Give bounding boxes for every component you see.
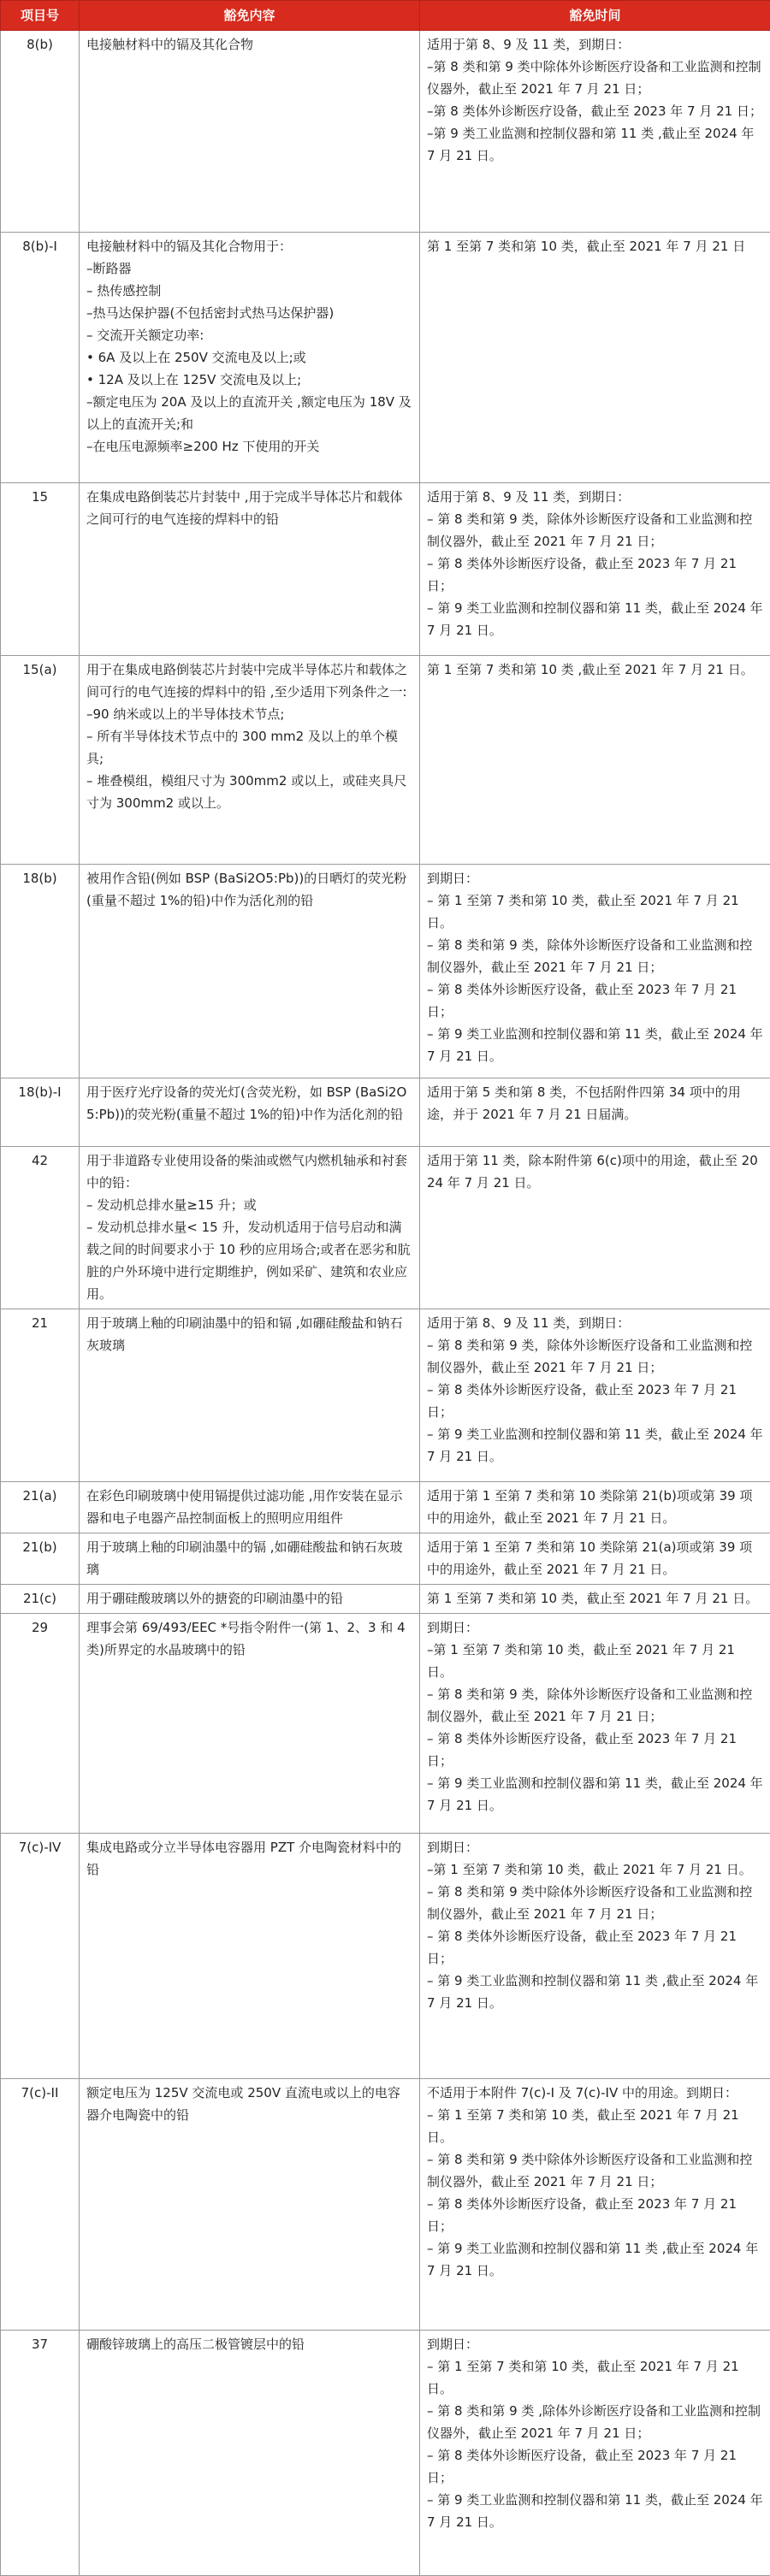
content-line: • 12A 及以上在 125V 交流电及以上; <box>86 369 412 391</box>
deadline-line: – 第 9 类工业监测和控制仪器和第 11 类，截止至 2024 年 7 月 21 日。 <box>427 1772 763 1817</box>
deadline-line: – 第 8 类和第 9 类，除体外诊断医疗设备和工业监测和控制仪器外，截止至 2021 年 7 月 21 日； <box>427 508 763 552</box>
deadline-line: – 第 8 类和第 9 类中除体外诊断医疗设备和工业监测和控制仪器外，截止至 2021 年 7 月 21 日； <box>427 1881 763 1925</box>
deadline-line: 到期日： <box>427 867 763 889</box>
item-number: 15 <box>1 483 80 656</box>
table-row <box>1 1585 770 1614</box>
item-number: 15(a) <box>1 656 80 865</box>
deadline-line: – 第 8 类体外诊断医疗设备，截止至 2023 年 7 月 21 日； <box>427 552 763 597</box>
deadline-line: –第 8 类和第 9 类中除体外诊断医疗设备和工业监测和控制仪器外，截止至 2021 年 7 月 21 日； <box>427 56 763 100</box>
content-line: 在彩色印刷玻璃中使用镉提供过滤功能 ,用作安装在显示器和电子电器产品控制面板上的照明应用组件 <box>86 1485 412 1529</box>
content-line: –90 纳米或以上的半导体技术节点; <box>86 703 412 725</box>
deadline-line: – 第 8 类和第 9 类 ,除体外诊断医疗设备和工业监测和控制仪器外，截止至 2021 年 7 月 21 日； <box>427 2400 763 2444</box>
content-line: 额定电压为 125V 交流电或 250V 直流电或以上的电容器介电陶瓷中的铅 <box>86 2082 412 2126</box>
deadline-line: 不适用于本附件 7(c)-I 及 7(c)-IV 中的用途。到期日： <box>427 2082 763 2104</box>
deadline-line: 第 1 至第 7 类和第 10 类 ,截止至 2021 年 7 月 21 日。 <box>427 659 763 681</box>
content-line: 在集成电路倒装芯片封装中 ,用于完成半导体芯片和载体之间可行的电气连接的焊料中的铅 <box>86 486 412 530</box>
content-line: 用于玻璃上釉的印刷油墨中的铅和镉 ,如硼硅酸盐和钠石灰玻璃 <box>86 1312 412 1356</box>
table-row <box>1 865 770 1078</box>
deadline-line: – 第 8 类和第 9 类，除体外诊断医疗设备和工业监测和控制仪器外，截止至 2021 年 7 月 21 日； <box>427 1683 763 1728</box>
exemption-content <box>80 483 420 656</box>
content-line: – 所有半导体技术节点中的 300 mm2 及以上的单个模具; <box>86 725 412 770</box>
table-row <box>1 483 770 656</box>
deadline-line: 适用于第 5 类和第 8 类，不包括附件四第 34 项中的用途，并于 2021 年 7 月 21 日届满。 <box>427 1081 763 1126</box>
content-line: – 交流开关额定功率: <box>86 324 412 346</box>
deadline-line: –第 9 类工业监测和控制仪器和第 11 类 ,截止至 2024 年 7 月 21 日。 <box>427 122 763 167</box>
deadline-line: 第 1 至第 7 类和第 10 类，截止至 2021 年 7 月 21 日 <box>427 235 763 257</box>
deadline-line: – 第 9 类工业监测和控制仪器和第 11 类，截止至 2024 年 7 月 21 日。 <box>427 2489 763 2533</box>
exemption-deadline <box>420 1614 770 1834</box>
content-line: 用于硼硅酸玻璃以外的搪瓷的印刷油墨中的铅 <box>86 1587 412 1610</box>
content-line: – 热传感控制 <box>86 280 412 302</box>
exemption-content <box>80 656 420 865</box>
exemption-content <box>80 2079 420 2331</box>
content-line: –热马达保护器(不包括密封式热马达保护器) <box>86 302 412 324</box>
item-number: 8(b) <box>1 31 80 233</box>
deadline-line: 适用于第 8、9 及 11 类，到期日： <box>427 486 763 508</box>
deadline-line: – 第 9 类工业监测和控制仪器和第 11 类，截止至 2024 年 7 月 21 日。 <box>427 1423 763 1468</box>
exemption-content <box>80 1482 420 1533</box>
exemption-deadline <box>420 1482 770 1533</box>
deadline-line: – 第 9 类工业监测和控制仪器和第 11 类，截止至 2024 年 7 月 21 日。 <box>427 597 763 641</box>
exemption-content <box>80 233 420 483</box>
item-number: 7(c)-II <box>1 2079 80 2331</box>
deadline-line: – 第 9 类工业监测和控制仪器和第 11 类 ,截止至 2024 年 7 月 21 日。 <box>427 1970 763 2014</box>
content-line: 集成电路或分立半导体电容器用 PZT 介电陶瓷材料中的铅 <box>86 1836 412 1881</box>
deadline-line: – 第 9 类工业监测和控制仪器和第 11 类，截止至 2024 年 7 月 21 日。 <box>427 1023 763 1067</box>
item-number: 37 <box>1 2331 80 2576</box>
deadline-line: – 第 9 类工业监测和控制仪器和第 11 类 ,截止至 2024 年 7 月 21 日。 <box>427 2237 763 2282</box>
item-number: 21(a) <box>1 1482 80 1533</box>
deadline-line: – 第 8 类体外诊断医疗设备，截止至 2023 年 7 月 21 日； <box>427 1728 763 1772</box>
table-row <box>1 656 770 865</box>
exemption-deadline <box>420 1834 770 2079</box>
table-row <box>1 1533 770 1585</box>
content-line: 电接触材料中的镉及其化合物 <box>86 33 412 56</box>
deadline-line: – 第 8 类和第 9 类，除体外诊断医疗设备和工业监测和控制仪器外，截止至 2021 年 7 月 21 日； <box>427 934 763 978</box>
table-row <box>1 1147 770 1309</box>
deadline-line: 适用于第 11 类，除本附件第 6(c)项中的用途，截止至 2024 年 7 月 21 日。 <box>427 1149 763 1194</box>
content-line: 用于玻璃上釉的印刷油墨中的镉 ,如硼硅酸盐和钠石灰玻璃 <box>86 1536 412 1580</box>
content-line: –断路器 <box>86 257 412 280</box>
table-header-row <box>1 1 770 31</box>
item-number: 21(b) <box>1 1533 80 1585</box>
deadline-line: 适用于第 1 至第 7 类和第 10 类除第 21(b)项或第 39 项中的用途外，截止至 2021 年 7 月 21 日。 <box>427 1485 763 1529</box>
exemption-deadline <box>420 2079 770 2331</box>
exemption-content <box>80 865 420 1078</box>
content-line: 用于医疗光疗设备的荧光灯(含荧光粉，如 BSP (BaSi2O5:Pb))的荧光粉(重量不超过 1%的铅)中作为活化剂的铅 <box>86 1081 412 1126</box>
deadline-line: – 第 8 类体外诊断医疗设备，截止至 2023 年 7 月 21 日； <box>427 1379 763 1423</box>
content-line: 用于非道路专业使用设备的柴油或燃气内燃机轴承和衬套中的铅： <box>86 1149 412 1194</box>
exemption-deadline <box>420 31 770 233</box>
deadline-line: – 第 8 类体外诊断医疗设备，截止至 2023 年 7 月 21 日； <box>427 1925 763 1970</box>
exemption-content <box>80 1147 420 1309</box>
header-deadline: 豁免时间 <box>420 1 770 31</box>
table-row <box>1 1078 770 1147</box>
exemption-deadline <box>420 1078 770 1147</box>
deadline-line: 到期日： <box>427 1836 763 1858</box>
exemption-deadline <box>420 483 770 656</box>
deadline-line: – 第 8 类和第 9 类，除体外诊断医疗设备和工业监测和控制仪器外，截止至 2021 年 7 月 21 日； <box>427 1334 763 1379</box>
deadline-line: – 第 8 类体外诊断医疗设备，截止至 2023 年 7 月 21 日； <box>427 978 763 1023</box>
exemption-deadline <box>420 656 770 865</box>
table-row <box>1 1614 770 1834</box>
exemption-content <box>80 2331 420 2576</box>
table-row <box>1 2331 770 2576</box>
deadline-line: –第 8 类体外诊断医疗设备，截止至 2023 年 7 月 21 日； <box>427 100 763 122</box>
content-line: –额定电压为 20A 及以上的直流开关 ,额定电压为 18V 及以上的直流开关;和 <box>86 391 412 435</box>
deadline-line: 到期日： <box>427 1616 763 1639</box>
item-number: 21 <box>1 1309 80 1482</box>
content-line: 用于在集成电路倒装芯片封装中完成半导体芯片和载体之间可行的电气连接的焊料中的铅 ,至少适用下列条件之一: <box>86 659 412 703</box>
exemption-content <box>80 1309 420 1482</box>
deadline-line: – 第 8 类和第 9 类中除体外诊断医疗设备和工业监测和控制仪器外，截止至 2021 年 7 月 21 日； <box>427 2148 763 2193</box>
content-line: 理事会第 69/493/EEC *号指令附件一(第 1、2、3 和 4 类)所界定的水晶玻璃中的铅 <box>86 1616 412 1661</box>
table-row <box>1 31 770 233</box>
exemption-deadline <box>420 865 770 1078</box>
content-line: – 发动机总排水量≥15 升；或 <box>86 1194 412 1216</box>
item-number: 42 <box>1 1147 80 1309</box>
content-line: 电接触材料中的镉及其化合物用于： <box>86 235 412 257</box>
header-item-no: 项目号 <box>1 1 80 31</box>
deadline-line: – 第 8 类体外诊断医疗设备，截止至 2023 年 7 月 21 日； <box>427 2193 763 2237</box>
exemption-deadline <box>420 1147 770 1309</box>
content-line: • 6A 及以上在 250V 交流电及以上;或 <box>86 346 412 369</box>
deadline-line: – 第 8 类体外诊断医疗设备，截止至 2023 年 7 月 21 日； <box>427 2444 763 2489</box>
item-number: 18(b) <box>1 865 80 1078</box>
table-row <box>1 1834 770 2079</box>
exemption-content <box>80 1585 420 1614</box>
deadline-line: 适用于第 8、9 及 11 类，到期日： <box>427 33 763 56</box>
exemption-deadline <box>420 1533 770 1585</box>
content-line: 被用作含铅(例如 BSP (BaSi2O5:Pb))的日晒灯的荧光粉(重量不超过 1%的铅)中作为活化剂的铅 <box>86 867 412 912</box>
item-number: 21(c) <box>1 1585 80 1614</box>
header-content: 豁免内容 <box>80 1 420 31</box>
content-line: – 发动机总排水量< 15 升，发动机适用于信号启动和满载之间的时间要求小于 10 秒的应用场合;或者在恶劣和肮脏的户外环境中进行定期维护，例如采矿、建筑和农业应用。 <box>86 1216 412 1305</box>
content-line: –在电压电源频率≥200 Hz 下使用的开关 <box>86 435 412 458</box>
exemption-content <box>80 1834 420 2079</box>
exemption-content <box>80 1533 420 1585</box>
item-number: 8(b)-I <box>1 233 80 483</box>
exemption-deadline <box>420 233 770 483</box>
item-number: 29 <box>1 1614 80 1834</box>
deadline-line: 到期日： <box>427 2333 763 2355</box>
deadline-line: –第 1 至第 7 类和第 10 类，截止 2021 年 7 月 21 日。 <box>427 1858 763 1881</box>
deadline-line: 适用于第 8、9 及 11 类，到期日： <box>427 1312 763 1334</box>
deadline-line: 适用于第 1 至第 7 类和第 10 类除第 21(a)项或第 39 项中的用途外，截止至 2021 年 7 月 21 日。 <box>427 1536 763 1580</box>
exemption-content <box>80 31 420 233</box>
exemption-deadline <box>420 2331 770 2576</box>
exemption-deadline <box>420 1585 770 1614</box>
deadline-line: – 第 1 至第 7 类和第 10 类，截止至 2021 年 7 月 21 日。 <box>427 2355 763 2400</box>
content-line: – 堆叠模组，模组尺寸为 300mm2 或以上，或硅夹具尺寸为 300mm2 或以上。 <box>86 770 412 814</box>
deadline-line: – 第 1 至第 7 类和第 10 类，截止至 2021 年 7 月 21 日。 <box>427 889 763 934</box>
deadline-line: –第 1 至第 7 类和第 10 类，截止至 2021 年 7 月 21 日。 <box>427 1639 763 1683</box>
content-line: 硼酸锌玻璃上的高压二极管镀层中的铅 <box>86 2333 412 2355</box>
table-body <box>1 31 770 2576</box>
table-row <box>1 1309 770 1482</box>
deadline-line: 第 1 至第 7 类和第 10 类，截止至 2021 年 7 月 21 日。 <box>427 1587 763 1610</box>
table-row <box>1 1482 770 1533</box>
table-row <box>1 2079 770 2331</box>
exemption-deadline <box>420 1309 770 1482</box>
exemption-content <box>80 1078 420 1147</box>
item-number: 7(c)-IV <box>1 1834 80 2079</box>
item-number: 18(b)-I <box>1 1078 80 1147</box>
exemption-content <box>80 1614 420 1834</box>
table-row <box>1 233 770 483</box>
deadline-line: – 第 1 至第 7 类和第 10 类，截止至 2021 年 7 月 21 日。 <box>427 2104 763 2148</box>
